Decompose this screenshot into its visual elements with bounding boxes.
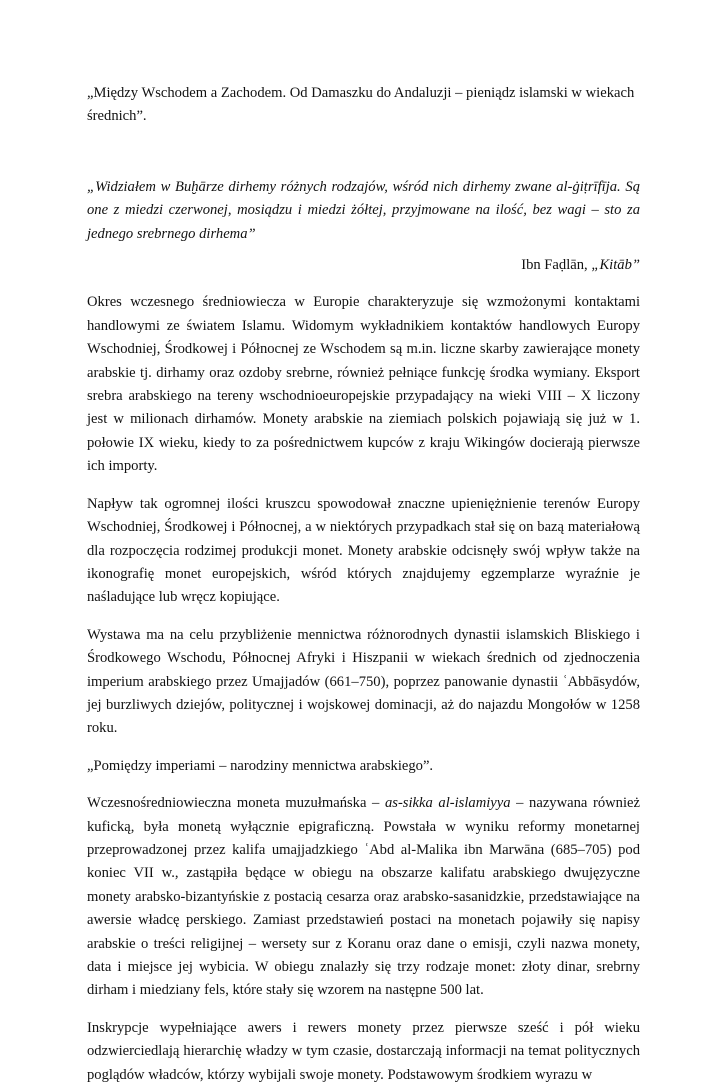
paragraph-3: Wystawa ma na celu przybliżenie mennictwa różnorodnych dynastii islamskich Bliskiego i Środkowego Wschodu, Północnej Afryki i Hiszpanii w wiekach średnich od zjednoczenia imperium arabskiego przez Umajjadów (661–750), poprzez panowanie dynastii ʿAbbāsydów, jej burzliwych dziejów, politycznej i wojskowej dominacji, aż do najazdu Mongołów w 1258 roku. bbox=[87, 626, 640, 737]
opening-quote: „Widziałem w Buḫārze dirhemy różnych rodzajów, wśród nich dirhemy zwane al-ġiṭrīfīja. Są one z miedzi czerwonej, mosiądzu i miedzi żółtej, przyjmowane na ilość, bez wagi – sto za jednego srebrnego dirhema” bbox=[87, 178, 640, 242]
quote-attribution bbox=[87, 254, 640, 277]
paragraph-4-term: as-sikka al-islamiyya bbox=[384, 795, 511, 812]
document-heading: „Między Wschodem a Zachodem. Od Damaszku do Andaluzji – pieniądz islamski w wiekach średnich”. bbox=[87, 85, 635, 125]
attribution-author: Ibn Faḍlān, bbox=[521, 257, 592, 274]
paragraph-2: Napływ tak ogromnej ilości kruszcu spowodował znaczne upieniężnienie terenów Europy Wschodniej, Środkowej i Północnej, a w niektórych przypadkach stał się on bazą materiałową dla rozpoczęcia rodzimej produkcji monet. Monety arabskie odcisnęły swój wpływ także na ikonografię monet europejskich, wśród których znajdujemy egzemplarze wyraźnie je naśladujące lub wręcz kopiujące. bbox=[87, 495, 640, 606]
paragraph-5: Inskrypcje wypełniające awers i rewers monety przez pierwsze sześć i pół wieku odzwierciedlają hierarchię władzy w tym czasie, dostarczają informacji na temat politycznych poglądów władców, którzy wybijali swoje monety. Podstawowym środkiem wyrazu w bbox=[87, 1019, 640, 1083]
paragraph-4-rest: – nazywana również kuficką, była monetą wyłącznie epigraficzną. Powstała w wyniku reformy monetarnej przeprowadzonej przez kalifa umajjadzkiego ʿAbd al-Malika ibn Marwāna (685–705) pod koniec VII w., zastąpiła będące w obiegu na obszarze kalifatu arabskiego dwujęzyczne monety arabsko-bizantyńskie z postacią cesarza oraz arabsko-sasanidzkie, przedstawiające na awersie władcę perskiego. Zamiast przedstawień postaci na monetach pojawiły się napisy arabskie o treści religijnej – wersety sur z Koranu oraz dane o emisji, czyli nazwa monety, data i miejsce jej wybicia. W obiegu znalazły się trzy rodzaje monet: złoty dinar, srebrny dirham i miedziany fels, które stały się wzorem na następne 500 lat. bbox=[87, 795, 640, 999]
paragraph-1: Okres wczesnego średniowiecza w Europie charakteryzuje się wzmożonymi kontaktami handlowymi ze światem Islamu. Widomym wykładnikiem kontaktów handlowych Europy Wschodniej, Środkowej i Północnej ze Wschodem są m.in. liczne skarby zawierające monety arabskie tj. dirhamy oraz ozdoby srebrne, również pełniące funkcję środka wymiany. Eksport srebra arabskiego na tereny wschodnioeuropejskie przypadający na wieki VIII – X liczony jest w milionach dirhamów. Monety arabskie na ziemiach polskich pojawiają się już w 1. połowie IX wieku, kiedy to za pośrednictwem kupców z kraju Wikingów docierają pierwsze ich importy. bbox=[87, 294, 640, 475]
section-title: „Pomiędzy imperiami – narodziny mennictwa arabskiego”. bbox=[87, 757, 434, 774]
paragraph-4 bbox=[87, 792, 640, 1003]
paragraph-4-start: Wczesnośredniowieczna moneta muzułmańska – bbox=[87, 795, 385, 812]
attribution-work: „Kitāb” bbox=[591, 257, 640, 274]
document-page bbox=[87, 82, 640, 1087]
